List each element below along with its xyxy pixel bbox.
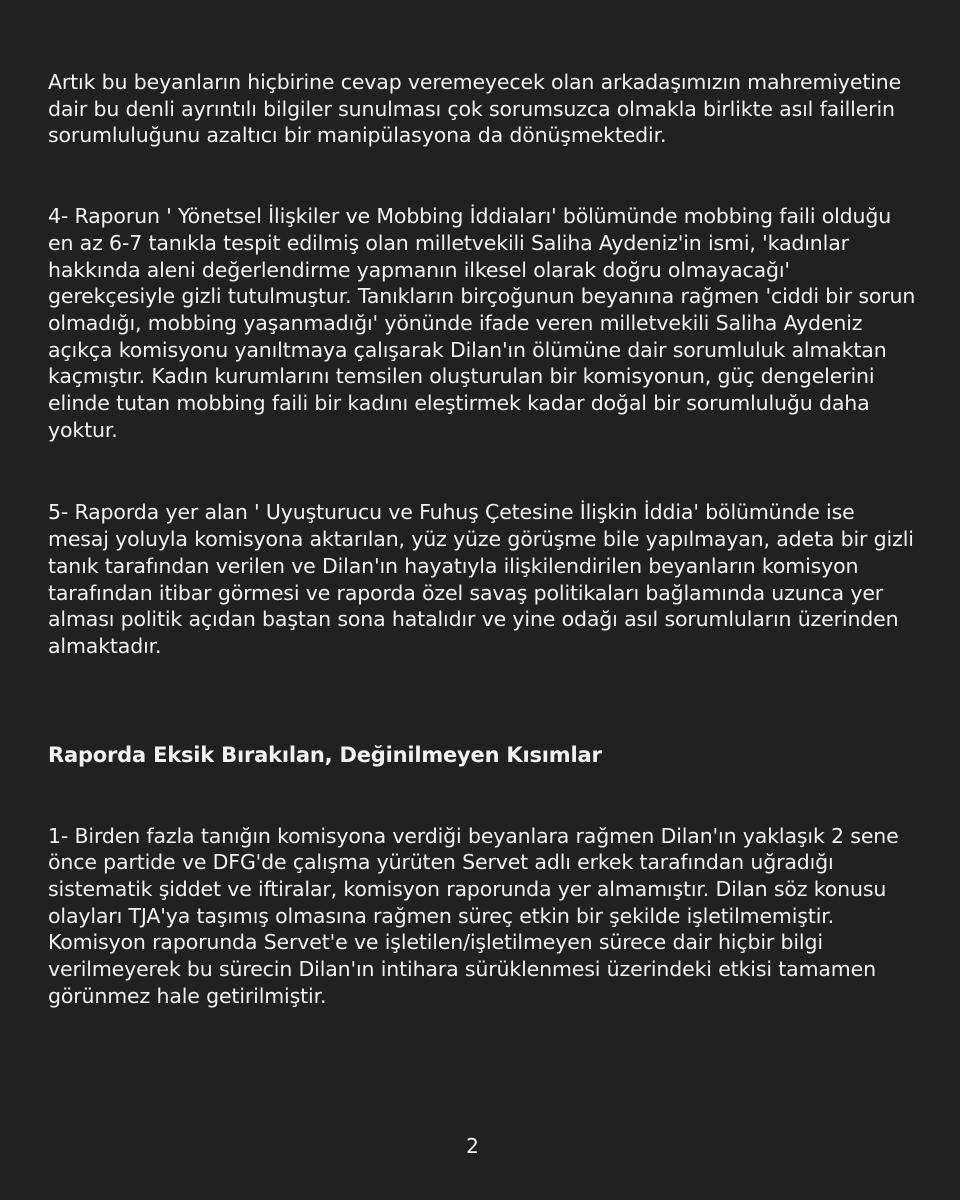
document-body <box>48 69 916 1010</box>
section-paragraph-item-1: 1- Birden fazla tanığın komisyona verdiği beyanlara rağmen Dilan'ın yaklaşık 2 sene önce partide ve DFG'de çalışma yürüten Servet adlı erkek tarafından uğradığı sistematik şiddet ve iftiralar, komisyon raporunda yer almamıştır. Dilan söz konusu olayları TJA'ya taşımış olmasına rağmen süreç etkin bir şekilde işletilmemiştir. Komisyon raporunda Servet'e ve işletilen/işletilmeyen sürece dair hiçbir bilgi verilmeyerek bu sürecin Dilan'ın intihara sürüklenmesi üzerindeki etkisi tamamen görünmez hale getirilmiştir. <box>48 823 899 1008</box>
paragraph-intro: Artık bu beyanların hiçbirine cevap veremeyecek olan arkadaşımızın mahremiyetine dair bu denli ayrıntılı bilgiler sunulması çok sorumsuzca olmakla birlikte asıl faillerin sorumluluğunu azaltıcı bir manipülasyona da dönüşmektedir. <box>48 70 902 148</box>
page-number: 2 <box>466 1134 479 1158</box>
section-heading: Raporda Eksik Bırakılan, Değinilmeyen Kısımlar <box>48 742 602 767</box>
paragraph-item-4: 4- Raporun ' Yönetsel İlişkiler ve Mobbing İddiaları' bölümünde mobbing faili olduğu en az 6-7 tanıkla tespit edilmiş olan milletvekili Saliha Aydeniz'in ismi, 'kadınlar hakkında aleni değerlendirme yapmanın ilkesel olarak doğru olmayacağı' gerekçesiyle gizli tutulmuştur. Tanıkların birçoğunun beyanına rağmen 'ciddi bir sorun olmadığı, mobbing yaşanmadığı' yönünde ifade veren milletvekili Saliha Aydeniz açıkça komisyonu yanıltmaya çalışarak Dilan'ın ölümüne dair sorumluluk almaktan kaçmıştır. Kadın kurumlarını temsilen oluşturulan bir komisyonun, güç dengelerini elinde tutan mobbing faili bir kadını eleştirmek kadar doğal bir sorumluluğu daha yoktur. <box>48 204 916 442</box>
paragraph-item-5: 5- Raporda yer alan ' Uyuşturucu ve Fuhuş Çetesine İlişkin İddia' bölümünde ise mesaj yoluyla komisyona aktarılan, yüz yüze görüşme bile yapılmayan, adeta bir gizli tanık tarafından verilen ve Dilan'ın hayatıyla ilişkilendirilen beyanların komisyon tarafından itibar görmesi ve raporda özel savaş politikaları bağlamında uzunca yer alması politik açıdan baştan sona hatalıdır ve yine odağı asıl sorumluların üzerinden almaktadır. <box>48 500 914 658</box>
